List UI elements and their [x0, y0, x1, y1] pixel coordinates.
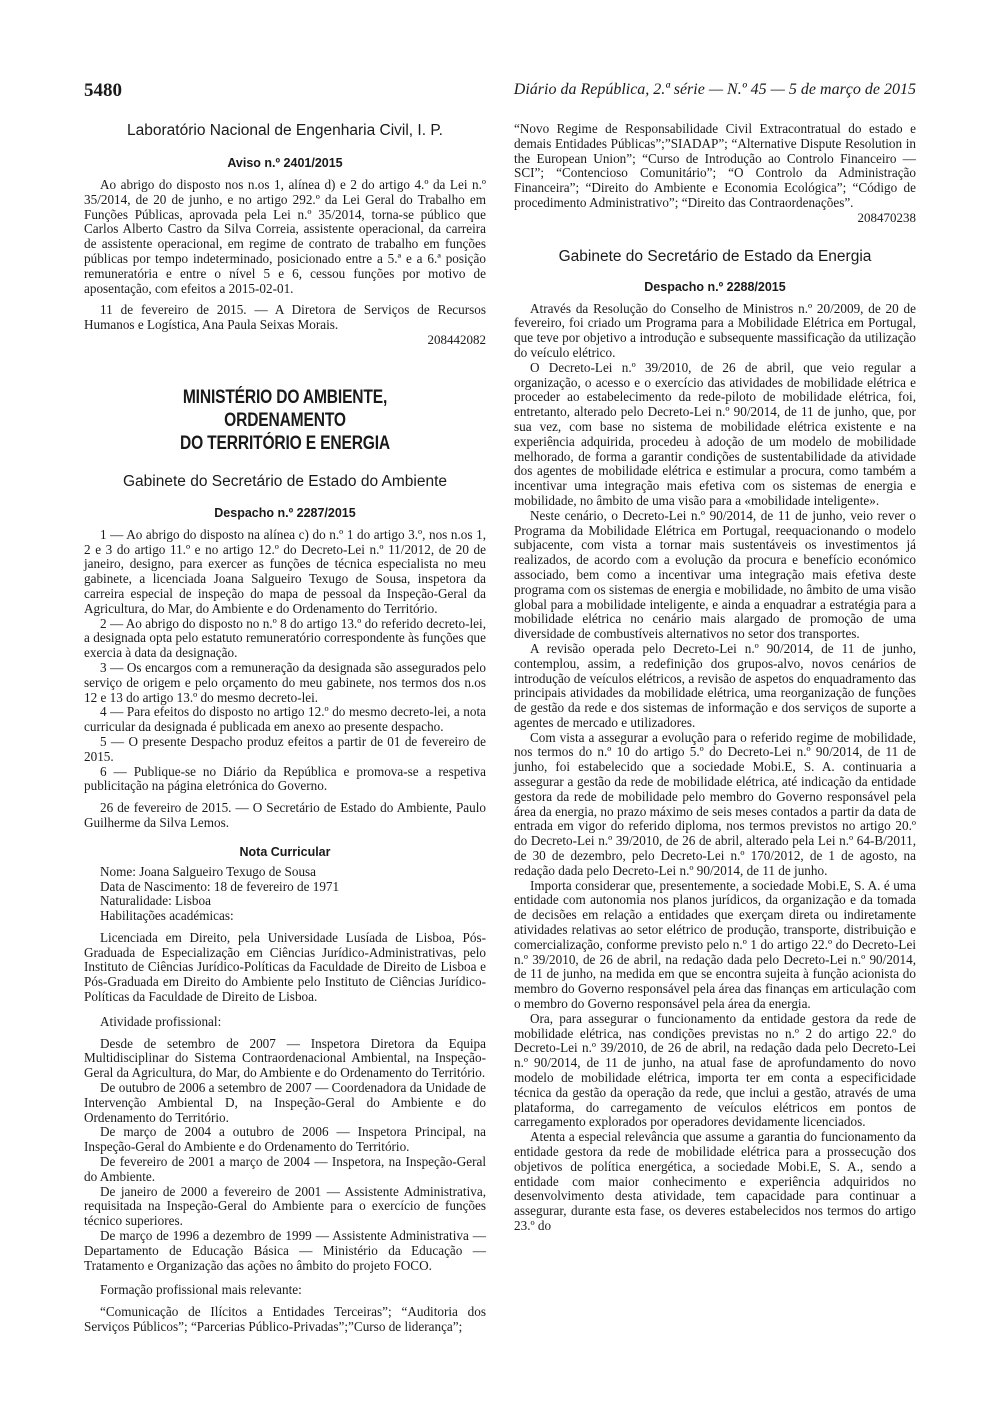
nota-activity-heading: Atividade profissional: — [100, 1013, 222, 1029]
training-list-continued: “Novo Regime de Responsabilidade Civil Extracontratual do estado e demais Entidades Públicas”;”SIADAP”; “Alternative Dispute Resolution in the European Union”; “Curso de Introdução ao Controlo Financeiro — SCI”; “Contencioso Comunitário”; “O Controlo da Administração Financeira”; “Direito do Ambiente e Economia Ecológica”; “Código de procedimento Administrativo”; “Direito das Contraordenações”. — [514, 121, 916, 210]
energia-paragraph-3: Neste cenário, o Decreto-Lei n.º 90/2014, de 11 de junho, veio rever o Programa da Mobilidade Elétrica em Portugal, reequacionando o modelo subjacente, com vista a tornar mais sustentáveis os investimentos já realizados, de acordo com a evolução da procura e benefício económico associado, bem como a incentivar uma integração mais efetiva deste programa com os sistemas de energia e mobilidade, no âmbito de uma visão global para a mobilidade inteligente, e ainda a enquadrar a estratégia para a mobilidade elétrica no cenário mais alargado de promoção de uma diversidade de combustíveis alternativos no setor dos transportes. — [514, 507, 916, 642]
activity-5: De janeiro de 2000 a fevereiro de 2001 — Assistente Administrativa, requisitada na Inspeção-Geral do Ambiente para o exercício de funções técnico superiores. — [84, 1183, 486, 1229]
activity-1: Desde de setembro de 2007 — Inspetora Diretora da Equipa Multidisciplinar do Sistema Contraordenacional Ambiental, na Inspeção-Geral da Agricultura, do Mar, do Ambiente e do Ordenamento do Território. — [84, 1035, 486, 1081]
despacho-item-1: 1 — Ao abrigo do disposto na alínea c) do n.º 1 do artigo 3.º, nos n.os 1, 2 e 3 do artigo 11.º e no artigo 12.º do Decreto-Lei n.º 11/2012, de 20 de janeiro, designo, para exercer as funções de técnica especialista no meu gabinete, a licenciada Joana Salgueiro Texugo de Sousa, inspetora da carreira especial de inspeção do mapa de pessoal da Inspeção-Geral da Agricultura, do Mar, do Ambiente e do Ordenamento do Território. — [84, 526, 486, 616]
energia-paragraph-7: Ora, para assegurar o funcionamento da entidade gestora da rede de mobilidade elétrica, nas condições previstas no n.º 2 do artigo 22.º do Decreto-Lei n.º 39/2010, de 26 de abril, na redação dada pelo Decreto-Lei n.º 90/2014, de 11 de junho, na atual fase de aprofundamento do novo modelo de mobilidade elétrica, importa ter em conta a especificidade técnica da gestão da operação da rede, que inclui a gestão, através de uma plataforma, do carregamento de veículos elétricos em pontos de carregamento explorados por operadores devidamente licenciados. — [514, 1010, 916, 1130]
nota-code: 208470238 — [857, 209, 916, 225]
nota-birthdate: Data de Nascimento: 18 de fevereiro de 1971 — [100, 878, 340, 894]
activity-2: De outubro de 2006 a setembro de 2007 — Coordenadora da Unidade de Intervenção Ambiental D, na Inspeção-Geral do Ambiente e do Ordenamento do Território. — [84, 1080, 486, 1125]
despacho-item-2: 2 — Ao abrigo do disposto no n.º 8 do artigo 13.º do referido decreto-lei, a designada opta pelo estatuto remuneratório correspondente às funções que exercia à data da designação. — [84, 615, 486, 661]
energia-paragraph-1: Através da Resolução do Conselho de Ministros n.º 20/2009, de 20 de fevereiro, foi criado um Programa para a Mobilidade Elétrica em Portugal, que teve por objetivo a introdução e subsequente massificação da utilização do veículo elétrico. — [514, 300, 916, 360]
despacho-2287-title: Despacho n.º 2287/2015 — [214, 505, 356, 520]
training-list-start: “Comunicação de Ilícitos a Entidades Terceiras”; “Auditoria dos Serviços Públicos”; “Parcerias Público-Privadas”;”Curso de liderança”; — [84, 1304, 486, 1335]
nota-birthplace: Naturalidade: Lisboa — [100, 893, 211, 909]
energia-paragraph-6: Importa considerar que, presentemente, a sociedade Mobi.E, S. A. é uma entidade com autonomia nos planos jurídicos, da organização e da tomada de decisões em relação a entidades que exerçam direta ou indiretamente atividades relativas ao setor elétrico de produção, transporte, distribuição e comercialização, conforme previsto pelo n.º 1 do artigo 22.º do Decreto-Lei n.º 39/2010, de 26 de abril, na redação dada pelo Decreto-Lei n.º 90/2014, de 11 de junho, na medida em que se encontra sujeita à função acionista do membro do Governo responsável pela área das finanças em articulação com o membro do Governo responsável pela área da energia. — [514, 877, 916, 1012]
ministry-title-line2: DO TERRITÓRIO E ENERGIA — [179, 432, 391, 454]
energia-paragraph-2: O Decreto-Lei n.º 39/2010, de 26 de abril, que veio regular a organização, o acesso e o exercício das atividades de mobilidade elétrica e proceder ao estabelecimento da rede-piloto de mobilidade elétrica, foi, entretanto, alterado pelo Decreto-Lei n.º 90/2014, de 11 de junho, que, por sua vez, com base no sistema de mobilidade elétrica existente e na experiência adquirida, procedeu à adoção de um modelo de mobilidade melhorado, de forma a garantir condições de sustentabilidade da atividade dos agentes de mobilidade elétrica e estimular a procura, como também a incentivar uma integração mais efetiva com os sistemas de energia e mobilidade, no âmbito de uma visão para a «mobilidade inteligente». — [514, 359, 916, 508]
despacho-item-6: 6 — Publique-se no Diário da República e promova-se a respetiva publicitação na página eletrónica do Governo. — [84, 763, 486, 794]
despacho-2288-title: Despacho n.º 2288/2015 — [644, 279, 786, 294]
section-heading-energia: Gabinete do Secretário de Estado da Energia — [558, 247, 872, 265]
despacho-item-5: 5 — O presente Despacho produz efeitos a partir de 01 de fevereiro de 2015. — [84, 733, 486, 764]
right-column — [514, 122, 916, 1234]
ministry-title-line1: MINISTÉRIO DO AMBIENTE, ORDENAMENTO — [182, 386, 388, 431]
despacho-signature: 26 de fevereiro de 2015. — O Secretário de Estado do Ambiente, Paulo Guilherme da Silva Lemos. — [84, 800, 486, 830]
nota-training-heading: Formação profissional mais relevante: — [100, 1282, 302, 1298]
activity-4: De fevereiro de 2001 a março de 2004 — Inspetora, na Inspeção-Geral do Ambiente. — [84, 1154, 486, 1184]
aviso-code: 208442082 — [427, 331, 486, 347]
page-number: 5480 — [84, 80, 122, 101]
activity-6: De março de 1996 a dezembro de 1999 — Assistente Administrativa — Departamento de Educação Básica — Ministério da Educação — Tratamento e Organização das ações no âmbito do projeto FOCO. — [84, 1228, 486, 1273]
section-heading-ambiente: Gabinete do Secretário de Estado do Ambiente — [123, 472, 447, 490]
nota-curricular-title: Nota Curricular — [239, 844, 331, 859]
energia-paragraph-8: Atenta a especial relevância que assume a garantia do funcionamento da entidade gestora da rede de mobilidade elétrica para a prossecução dos objetivos de política energética, a sociedade Mobi.E, S. A., sendo a entidade com maior conhecimento e experiência adquiridos no desenvolvimento desta atividade, tem capacidade para continuar a assegurar, durante esta fase, os deveres estabelecidos nos termos do artigo 23.º do — [514, 1129, 916, 1233]
aviso-title: Aviso n.º 2401/2015 — [227, 156, 343, 170]
nota-name: Nome: Joana Salgueiro Texugo de Sousa — [100, 863, 317, 879]
despacho-item-3: 3 — Os encargos com a remuneração da designada são assegurados pelo serviço de origem e pelo orçamento do meu gabinete, nos termos dos n.os 12 e 13 do artigo 13.º do mesmo decreto-lei. — [84, 659, 486, 705]
aviso-paragraph: Ao abrigo do disposto nos n.os 1, alínea d) e 2 do artigo 4.º da Lei n.º 35/2014, de 20 de junho, e no artigo 292.º da Lei Geral do Trabalho em Funções Públicas, aprovada pela Lei n.º 35/2014, torna-se público que Carlos Alberto Castro da Silva Correia, assistente operacional, da carreira de assistente operacional, em regime de contrato de trabalho em funções públicas por tempo indeterminado, posicionado entre a 5.ª e a 6.ª posição remuneratória e entre o nível 5 e 6, cessou funções por motivo de aposentação, com efeitos a 2015-02-01. — [84, 177, 486, 296]
nota-education-heading: Habilitações académicas: — [100, 908, 234, 924]
activity-3: De março de 2004 a outubro de 2006 — Inspetora Principal, na Inspeção-Geral do Ambiente e do Ordenamento do Território. — [84, 1124, 486, 1155]
journal-title: Diário da República, 2.ª série — N.º 45 — 5 de março de 2015 — [513, 81, 916, 98]
nota-education: Licenciada em Direito, pela Universidade Lusíada de Lisboa, Pós-Graduada de Especialização em Ciências Jurídico-Administrativas, pelo Instituto de Ciências Jurídico-Políticas da Faculdade de Direito de Lisboa e Pós-Graduada em Direito do Ambiente pelo Instituto de Ciências Jurídico-Políticas da Faculdade de Direito de Lisboa. — [84, 929, 486, 1005]
section-heading-lnec: Laboratório Nacional de Engenharia Civil, I. P. — [127, 122, 443, 139]
left-column — [84, 122, 486, 1335]
page-header — [84, 80, 916, 104]
energia-paragraph-4: A revisão operada pelo Decreto-Lei n.º 90/2014, de 11 de junho, contemplou, assim, a redefinição dos grupos-alvo, novos cenários de introdução de veículos elétricos, a revisão de aspetos do enquadramento das principais atividades da mobilidade elétrica, uma reorganização de funções de gestão da rede e dos sistemas de informação e dos serviços de suporte a agentes de mercado e utilizadores. — [514, 640, 916, 730]
despacho-item-4: 4 — Para efeitos do disposto no artigo 12.º do mesmo decreto-lei, a nota curricular da designada é publicada em anexo ao presente despacho. — [84, 704, 486, 735]
aviso-signature: 11 de fevereiro de 2015. — A Diretora de Serviços de Recursos Humanos e Logística, Ana Paula Seixas Morais. — [84, 302, 486, 333]
energia-paragraph-5: Com vista a assegurar a evolução para o referido regime de mobilidade, nos termos do n.º 10 do artigo 5.º do Decreto-Lei n.º 90/2014, de 11 de junho, foi estabelecido que a sociedade Mobi.E, S. A. continuaria a assegurar a gestão da rede de mobilidade elétrica, até indicação da entidade gestora da rede de mobilidade pelo membro do Governo responsável pela área da energia, no prazo máximo de seis meses contados a partir da data de entrada em vigor do referido diploma, nos termos previstos no artigo 20.º do Decreto-Lei n.º 39/2010, de 26 de abril, alterado pela Lei n.º 64-B/2011, de 30 de dezembro, pelo Decreto-Lei n.º 170/2012, de 1 de agosto, na redação dada pelo Decreto-Lei n.º 90/2014, de 11 de junho. — [514, 729, 916, 878]
